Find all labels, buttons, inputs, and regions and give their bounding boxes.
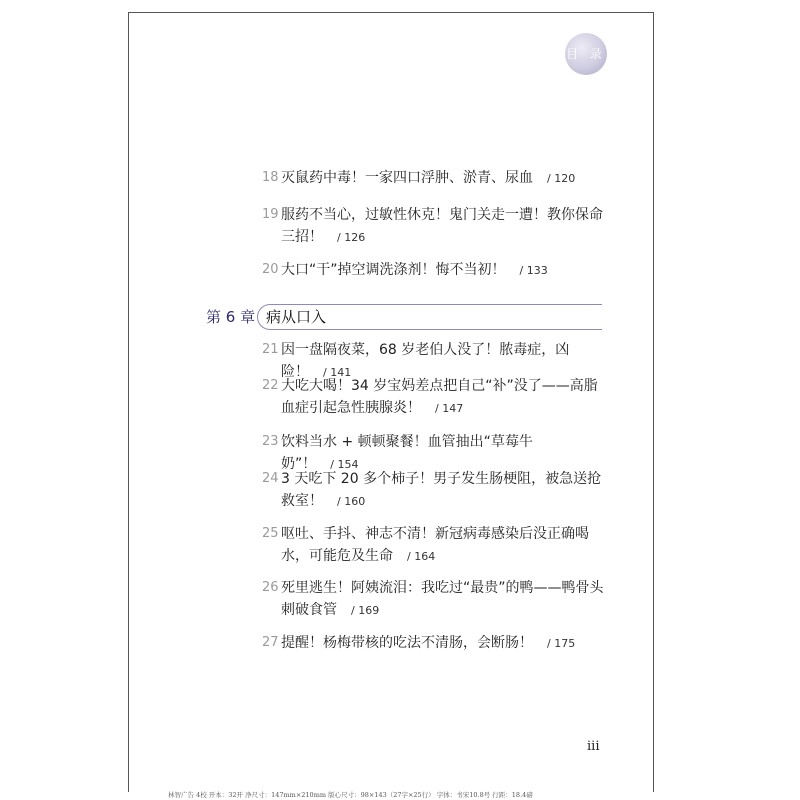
toc-entry-27[interactable] — [262, 632, 607, 655]
entry-page: / 147 — [435, 402, 464, 415]
entry-title: 3 天吃下 20 多个柿子！男子发生肠梗阻，被急送抢救室！ / 160 — [281, 471, 602, 509]
entry-title: 饮料当水 + 顿顿聚餐！血管抽出“草莓牛奶”！ / 154 — [281, 434, 533, 472]
entry-page: / 154 — [330, 458, 359, 471]
entry-title: 大口“干”掉空调洗涤剂！悔不当初！ / 133 — [281, 262, 548, 278]
entry-number: 26 — [262, 580, 279, 595]
entry-page: / 126 — [337, 231, 366, 244]
toc-entry-26[interactable] — [262, 577, 607, 622]
entry-page: / 164 — [407, 550, 436, 563]
entry-number: 24 — [262, 471, 279, 486]
toc-entry-25[interactable] — [262, 523, 607, 568]
page-folio: iii — [587, 739, 600, 754]
entry-number: 23 — [262, 434, 279, 449]
entry-title: 呕吐、手抖、神志不清！新冠病毒感染后没正确喝水，可能危及生命 / 164 — [281, 526, 589, 564]
entry-number: 20 — [262, 262, 279, 277]
entry-number: 22 — [262, 378, 279, 393]
entry-title: 提醒！杨梅带核的吃法不清肠，会断肠！ / 175 — [281, 635, 576, 651]
entry-page: / 141 — [323, 366, 352, 379]
entry-number: 27 — [262, 635, 279, 650]
print-colophon: 林智广告 4校 开本：32开 净尺寸：147mm×210mm 版心尺寸：98×143（27字×25行） 字体：书宋10.8号 行距：18.4磅 — [168, 791, 533, 799]
toc-entry-18[interactable] — [262, 167, 607, 190]
entry-number: 25 — [262, 526, 279, 541]
entry-title: 大吃大喝！34 岁宝妈差点把自己“补”没了——高脂血症引起急性胰腺炎！ / 147 — [281, 378, 598, 416]
chapter-title[interactable]: 病从口入 — [266, 308, 327, 326]
entry-title: 因一盘隔夜菜，68 岁老伯人没了！脓毒症，凶险！ / 141 — [281, 342, 570, 380]
entry-title: 灭鼠药中毒！一家四口浮肿、淤青、尿血 / 120 — [281, 170, 576, 186]
entry-title: 死里逃生！阿姨流泪：我吃过“最贵”的鸭——鸭骨头刺破食管 / 169 — [281, 580, 604, 618]
entry-number: 19 — [262, 207, 279, 222]
toc-entry-20[interactable] — [262, 259, 607, 282]
entry-page: / 160 — [337, 495, 366, 508]
entry-page: / 120 — [547, 172, 576, 185]
toc-entry-19[interactable] — [262, 204, 607, 249]
entry-page: / 133 — [519, 264, 548, 277]
toc-badge: 目 录 — [565, 33, 607, 75]
chapter-number: 第 6 章 — [206, 308, 256, 326]
entry-page: / 175 — [547, 637, 576, 650]
entry-number: 21 — [262, 342, 279, 357]
entry-page: / 169 — [351, 604, 380, 617]
entry-title: 服药不当心，过敏性休克！鬼门关走一遭！教你保命三招！ / 126 — [281, 207, 603, 245]
toc-entry-24[interactable] — [262, 468, 607, 513]
entry-number: 18 — [262, 170, 279, 185]
toc-entry-22[interactable] — [262, 375, 607, 420]
